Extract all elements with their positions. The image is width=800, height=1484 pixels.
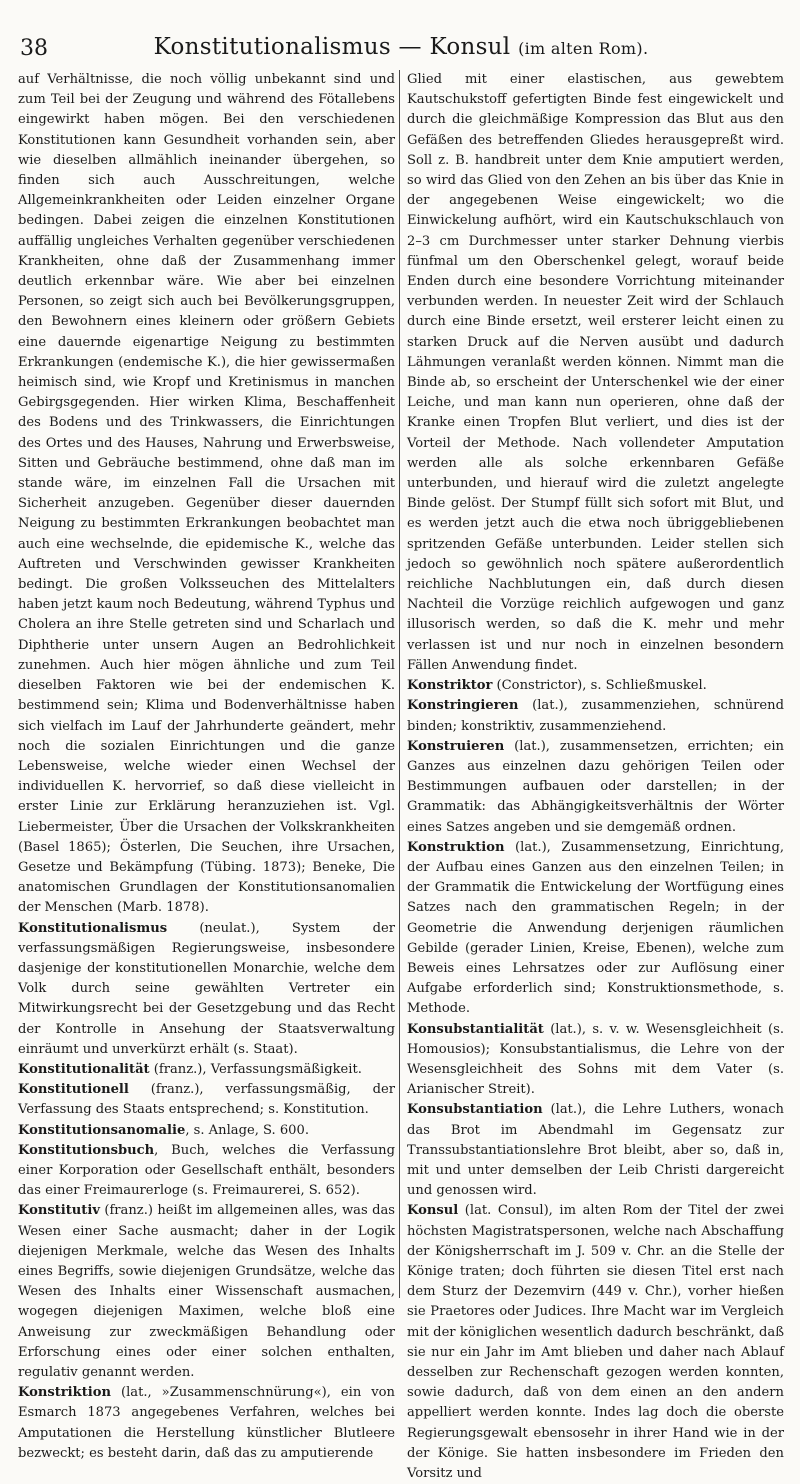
- entry-konstriktion: [18, 1383, 395, 1464]
- page-number: 38: [20, 36, 48, 61]
- headword: Konstriktion: [18, 1385, 111, 1401]
- text-columns: [18, 70, 784, 1484]
- entry-text: (lat., »Zusammenschnürung«), ein von Esmarch 1873 angegebenes Verfahren, welches bei Amputationen die Herstellung künstlicher Blutleere bezweckt; es besteht darin, daß das zu amputierende: [18, 1385, 395, 1461]
- entry-text: , s. Anlage, S. 600.: [185, 1122, 309, 1138]
- headword: Konsul: [407, 1203, 459, 1219]
- left-column: [18, 70, 395, 1484]
- entry-text: (lat.), die Lehre Luthers, wonach das Brot im Abendmahl im Gegensatz zur Transsubstantiationslehre Brot bleibt, aber so, daß in, mit und unter demselben der Leib Christi dargereicht und genossen wird.: [407, 1102, 784, 1199]
- running-head-note: (im alten Rom).: [518, 39, 649, 58]
- headword: Konstruktion: [407, 839, 505, 855]
- continued-paragraph: Glied mit einer elastischen, aus gewebtem Kautschukstoff gefertigten Binde fest eingewickelt und durch die gleichmäßige Kompression das Blut aus den Gefäßen des betreffenden Gliedes herausgepreßt wird. Soll z. B. handbreit unter dem Knie amputiert werden, so wird das Glied von den Zehen an bis über das Knie in der angegebenen Weise eingewickelt; wo die Einwickelung aufhört, wird ein Kautschukschlauch von 2–3 cm Durchmesser unter starker Dehnung vierbis fünfmal um den Oberschenkel gelegt, worauf beide Enden durch eine besondere Vorrichtung miteinander verbunden werden. In neuester Zeit wird der Schlauch durch eine Binde ersetzt, weil ersterer leicht einen zu starken Druck auf die Nerven ausübt und dadurch Lähmungen veranlaßt werden können. Nimmt man die Binde ab, so erscheint der Unterschenkel wie der einer Leiche, und man kann nun operieren, ohne daß der Kranke einen Tropfen Blut verliert, und dies ist der Vorteil der Methode. Nach vollendeter Amputation werden alle als solche erkennbaren Gefäße unterbunden, und hierauf wird die zuletzt angelegte Binde gelöst. Der Stumpf füllt sich sofort mit Blut, und es werden jetzt auch die etwa noch übriggebliebenen spritzenden Gefäße unterbunden. Leider stellen sich jedoch so gewöhnlich noch spätere außerordentlich reichliche Nachblutungen ein, daß durch diesen Nachteil die Vorzüge reichlich aufgewogen und ganz illusorisch werden, so daß die K. mehr und mehr verlassen ist und nur noch in einzelnen besondern Fällen Anwendung findet.: [407, 72, 784, 673]
- entry-konstriktor: [407, 676, 784, 696]
- entry-text: , Buch, welches die Verfassung einer Korporation oder Gesellschaft enthält, besonders das einer Freimaurerloge (s. Freimaurerei, S. 652).: [18, 1142, 395, 1199]
- continued-paragraph: auf Verhältnisse, die noch völlig unbekannt sind und zum Teil bei der Zeugung und während des Fötallebens eingewirkt haben mögen. Bei den verschiedenen Konstitutionen kann Gesundheit vorhanden sein, aber wie dieselben allmählich ineinander übergehen, so finden sich auch Ausschreitungen, welche Allgemeinkrankheiten oder Leiden einzelner Organe bedingen. Dabei zeigen die einzelnen Konstitutionen auffällig ungleiches Verhalten gegenüber verschiedenen Krankheiten, ohne daß der Zusammenhang immer deutlich erkennbar wäre. Wie aber bei einzelnen Personen, so zeigt sich auch bei Bevölkerungsgruppen, den Bewohnern eines kleinern oder größern Gebiets eine dauernde eigenartige Neigung zu bestimmten Erkrankungen (endemische K.), die hier gewissermaßen heimisch sind, wie Kropf und Kretinismus in manchen Gebirgsgegenden. Hier wirken Klima, Beschaffenheit des Bodens und des Trinkwassers, die Einrichtungen des Ortes und des Hauses, Nahrung und Erwerbsweise, Sitten und Gebräuche bestimmend, ohne daß man im stande wäre, im einzelnen Fall die Ursachen mit Sicherheit anzugeben. Gegenüber dieser dauernden Neigung zu bestimmten Erkrankungen beobachtet man auch eine wechselnde, die epidemische K., welche das Auftreten und Verschwinden gewisser Krankheiten bedingt. Die großen Volksseuchen des Mittelalters haben jetzt kaum noch Bedeutung, während Typhus und Cholera an ihre Stelle getreten sind und Scharlach und Diphtherie unter unsern Augen an Bedrohlichkeit zunehmen. Auch hier mögen ähnliche und zum Teil dieselben Faktoren wie bei der endemischen K. bestimmend sein; Klima und Bodenverhältnisse haben sich vielfach im Lauf der Jahrhunderte geändert, mehr noch die sozialen Einrichtungen und die ganze Lebensweise, welche wieder einen Wechsel der individuellen K. hervorrief, so daß diese vielleicht in erster Linie zur Erklärung heranzuziehen ist. Vgl. Liebermeister, Über die Ursachen der Volkskrankheiten (Basel 1865); Österlen, Die Seuchen, ihre Ursachen, Gesetze und Bekämpfung (Tübing. 1873); Beneke, Die anatomischen Grundlagen der Konstitutionsanomalien der Menschen (Marb. 1878).: [18, 72, 395, 916]
- entry-konstitutionsanomalie: [18, 1121, 395, 1141]
- page-header: [18, 28, 784, 62]
- entry-konstitutionalitaet: [18, 1060, 395, 1080]
- entry-konstruktion: [407, 838, 784, 1020]
- headword: Konstitutionell: [18, 1082, 129, 1098]
- entry-text: (franz.) heißt im allgemeinen alles, was das Wesen einer Sache ausmacht; daher in der Logik diejenigen Merkmale, welche das Wesen des Inhalts eines Begriffs, sowie diejenigen Grundsätze, welche das Wesen des Inhalts einer Wissenschaft ausmachen, wogegen diejenigen Maximen, welche bloß eine Anweisung zur zweckmäßigen Behandlung oder Erforschung eines oder einer solchen enthalten, regulativ genannt werden.: [18, 1203, 395, 1380]
- headword: Konstringieren: [407, 698, 519, 714]
- entry-konsul: [407, 1201, 784, 1484]
- entry-text: (neulat.), System der verfassungsmäßigen Regierungsweise, insbesondere dasjenige der konstitutionellen Monarchie, welche dem Volk durch seine gewählten Vertreter ein Mitwirkungsrecht bei der Gesetzgebung und das Recht der Kontrolle in Ansehung der Staatsverwaltung einräumt und unverkürzt erhält (s. Staat).: [18, 920, 395, 1057]
- entry-text: (lat.), zusammenziehen, schnürend binden; konstriktiv, zusammenziehend.: [407, 698, 784, 734]
- entry-konstringieren: [407, 696, 784, 736]
- entry-text: (Constrictor), s. Schließmuskel.: [492, 678, 707, 694]
- headword: Konsubstantialität: [407, 1021, 544, 1037]
- headword: Konstriktor: [407, 678, 493, 694]
- entry-konsubstantiation: [407, 1100, 784, 1201]
- entry-konstitutiv: [18, 1201, 395, 1383]
- headword: Konstitutiv: [18, 1203, 100, 1219]
- right-column: [407, 70, 784, 1484]
- headword: Konstitutionsanomalie: [18, 1122, 186, 1138]
- entry-konstitutionell: [18, 1080, 395, 1120]
- entry-text: (lat.), s. v. w. Wesensgleichheit (s. Homousios); Konsubstantialismus, die Lehre von der Wesensgleichheit des Sohns mit dem Vater (s. Arianischer Streit).: [407, 1021, 784, 1098]
- headword: Konstitutionalismus: [18, 920, 168, 936]
- headword: Konsubstantiation: [407, 1102, 543, 1118]
- entry-text: (franz.), verfassungsmäßig, der Verfassung des Staats entsprechend; s. Konstitution.: [18, 1082, 395, 1118]
- column-divider: [399, 70, 400, 1298]
- headword: Konstitutionalität: [18, 1061, 150, 1077]
- headword: Konstitutionsbuch: [18, 1142, 155, 1158]
- headword: Konstruieren: [407, 738, 505, 754]
- entry-konstruieren: [407, 737, 784, 838]
- running-head: [18, 34, 784, 60]
- entry-text: (franz.), Verfassungsmäßigkeit.: [149, 1061, 362, 1077]
- entry-konstitutionalismus: [18, 919, 395, 1060]
- entry-text: (lat.), zusammensetzen, errichten; ein Ganzes aus einzelnen dazu gehörigen Teilen oder Bestimmungen aufbauen oder darstellen; in der Grammatik: das Abhängigkeitsverhältnis der Wörter eines Satzes angeben und sie demgemäß ordnen.: [407, 738, 784, 835]
- entry-konstitutionsbuch: [18, 1141, 395, 1202]
- entry-konsubstantialitaet: [407, 1020, 784, 1101]
- running-head-title: Konstitutionalismus — Konsul: [153, 34, 511, 60]
- entry-text: (lat.), Zusammensetzung, Einrichtung, der Aufbau eines Ganzen aus den einzelnen Teilen; in der Grammatik die Entwickelung der Wortfügung eines Satzes nach den grammatischen Regeln; in der Geometrie die Anwendung derjenigen räumlichen Gebilde (gerader Linien, Kreise, Ebenen), welche zum Beweis eines Lehrsatzes oder zur Auflösung einer Aufgabe erforderlich sind; Konstruktionsmethode, s. Methode.: [407, 839, 784, 1017]
- entry-text: (lat. Consul), im alten Rom der Titel der zwei höchsten Magistratspersonen, welche nach Abschaffung der Königsherrschaft im J. 509 v. Chr. an die Stelle der Könige traten; doch führten sie diesen Titel erst nach dem Sturz der Dezemvirn (449 v. Chr.), vorher hießen sie Praetores oder Judices. Ihre Macht war im Vergleich mit der königlichen wesentlich dadurch beschränkt, daß sie nur ein Jahr im Amt blieben und daher nach Ablauf desselben zur Rechenschaft gezogen werden konnten, sowie dadurch, daß von dem einen an den andern appelliert werden konnte. Indes lag doch die oberste Regierungsgewalt ebensosehr in ihrer Hand wie in der der Könige. Sie hatten insbesondere im Frieden den Vorsitz und: [407, 1203, 784, 1482]
